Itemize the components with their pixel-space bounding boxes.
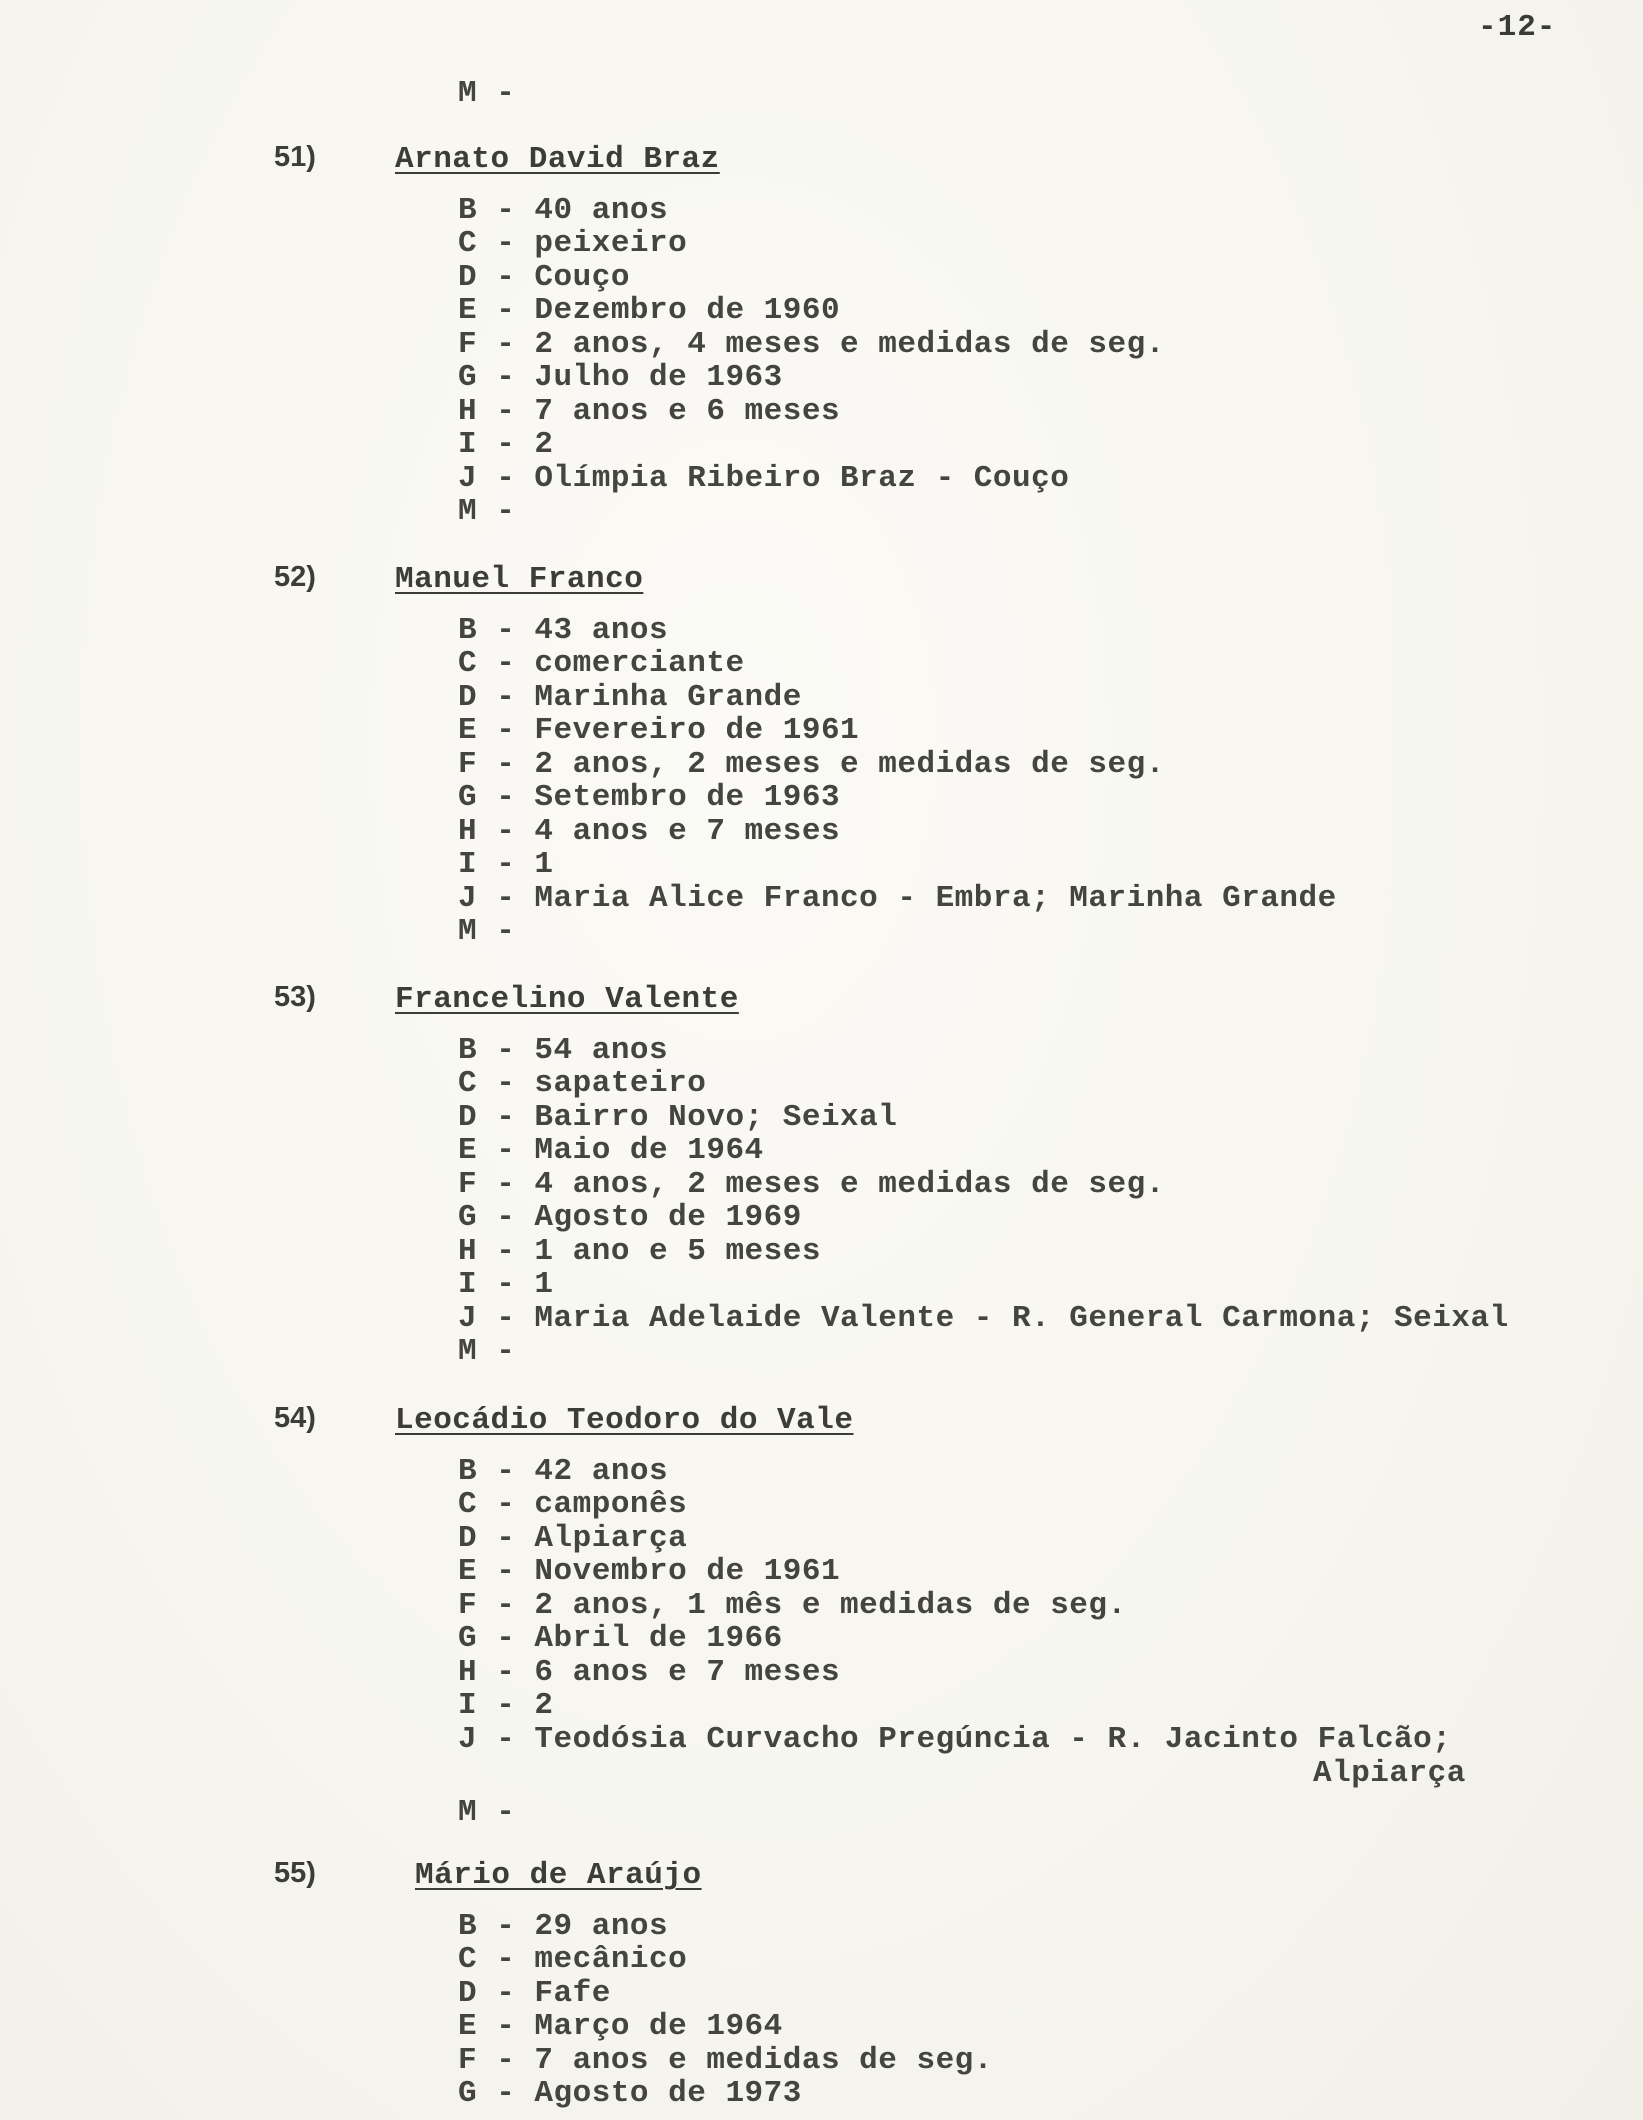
field-c: C - camponês [458, 1487, 688, 1522]
field-f: F - 4 anos, 2 meses e medidas de seg. [458, 1167, 1165, 1202]
field-g: G - Julho de 1963 [458, 360, 783, 395]
field-m: M - [458, 914, 516, 949]
entry-name: Francelino Valente [395, 982, 739, 1017]
field-f: F - 2 anos, 4 meses e medidas de seg. [458, 327, 1165, 362]
field-e: E - Fevereiro de 1961 [458, 713, 860, 748]
field-b: B - 54 anos [458, 1033, 669, 1068]
field-d: D - Alpiarça [458, 1521, 688, 1556]
field-h: H - 7 anos e 6 meses [458, 394, 841, 429]
field-m: M - [458, 1334, 516, 1369]
entry-number: 54) [274, 1402, 316, 1434]
field-j: J - Olímpia Ribeiro Braz - Couço [458, 461, 1070, 496]
field-d: D - Bairro Novo; Seixal [458, 1100, 898, 1135]
entry-number: 55) [274, 1857, 316, 1889]
page-number: -12- [1478, 10, 1557, 45]
field-e: E - Março de 1964 [458, 2009, 783, 2044]
field-d: D - Marinha Grande [458, 680, 802, 715]
field-g: G - Abril de 1966 [458, 1621, 783, 1656]
field-m: M - [458, 1795, 516, 1830]
entry-name: Manuel Franco [395, 562, 644, 597]
field-g: G - Agosto de 1969 [458, 1200, 802, 1235]
field-j: J - Teodósia Curvacho Pregúncia - R. Jacinto Falcão; [458, 1722, 1452, 1757]
field-h: H - 1 ano e 5 meses [458, 1234, 821, 1269]
field-i: I - 1 [458, 1267, 554, 1302]
entry-name: Leocádio Teodoro do Vale [395, 1403, 854, 1438]
entry-name: Mário de Araújo [415, 1858, 702, 1893]
field-j: J - Maria Adelaide Valente - R. General Carmona; Seixal [458, 1301, 1509, 1336]
field-b: B - 40 anos [458, 193, 669, 228]
field-c: C - comerciante [458, 646, 745, 681]
field-e: E - Novembro de 1961 [458, 1554, 841, 1589]
entry-number: 53) [274, 981, 316, 1013]
field-c: C - sapateiro [458, 1066, 707, 1101]
field-h: H - 6 anos e 7 meses [458, 1655, 841, 1690]
field-g: G - Setembro de 1963 [458, 780, 841, 815]
field-i: I - 2 [458, 1688, 554, 1723]
field-d: D - Fafe [458, 1976, 611, 2011]
field-e: E - Dezembro de 1960 [458, 293, 841, 328]
field-c: C - mecânico [458, 1942, 688, 1977]
field-j-continuation: Alpiarça [1313, 1756, 1466, 1791]
field-g: G - Agosto de 1973 [458, 2076, 802, 2111]
field-f: F - 7 anos e medidas de seg. [458, 2043, 993, 2078]
field-b: B - 29 anos [458, 1909, 669, 1944]
entry-name: Arnato David Braz [395, 142, 720, 177]
field-j: J - Maria Alice Franco - Embra; Marinha Grande [458, 881, 1337, 916]
field-i: I - 2 [458, 427, 554, 462]
field-h: H - 4 anos e 7 meses [458, 814, 841, 849]
field-m: M - [458, 494, 516, 529]
entry-number: 51) [274, 141, 316, 173]
field-b: B - 42 anos [458, 1454, 669, 1489]
field-e: E - Maio de 1964 [458, 1133, 764, 1168]
field-d: D - Couço [458, 260, 630, 295]
entry-number: 52) [274, 561, 316, 593]
field-f: F - 2 anos, 1 mês e medidas de seg. [458, 1588, 1127, 1623]
top-field-m: M - [458, 76, 516, 111]
field-f: F - 2 anos, 2 meses e medidas de seg. [458, 747, 1165, 782]
field-i: I - 1 [458, 847, 554, 882]
field-b: B - 43 anos [458, 613, 669, 648]
field-c: C - peixeiro [458, 226, 688, 261]
